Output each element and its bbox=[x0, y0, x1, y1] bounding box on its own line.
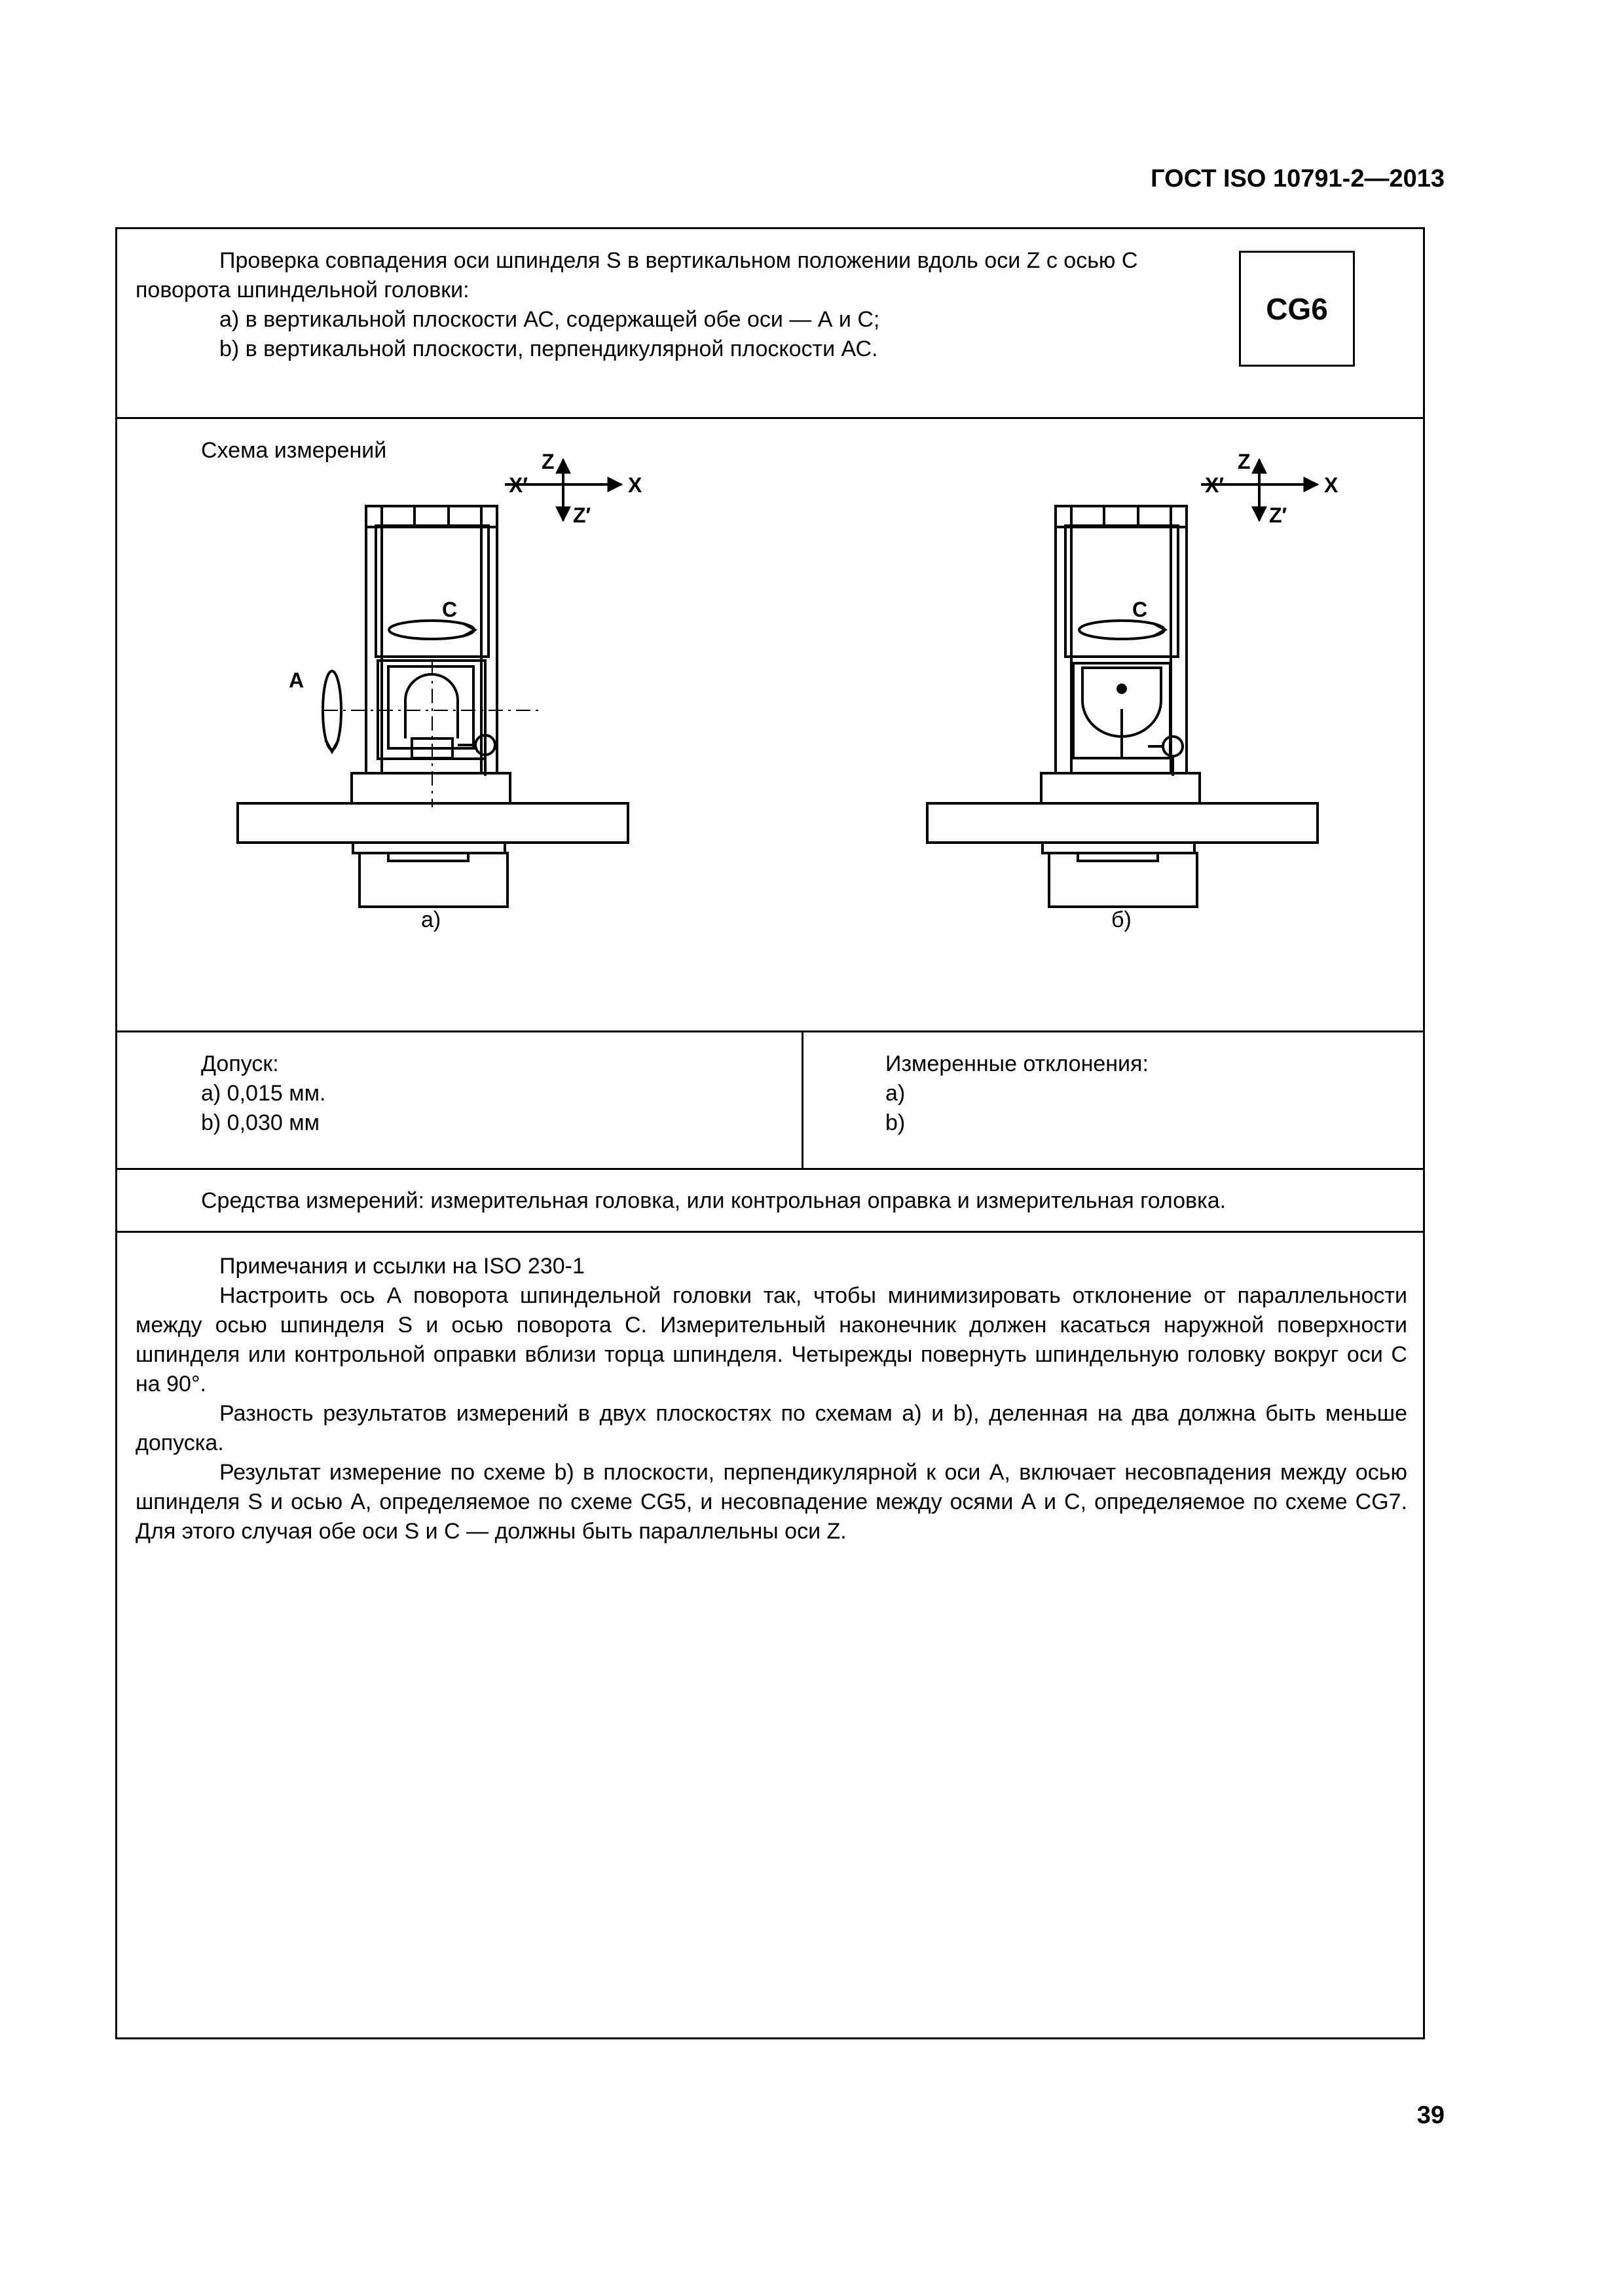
notes-title: Примечания и ссылки на ISO 230-1 bbox=[219, 1254, 585, 1279]
axis-x-neg-label-b: X′ bbox=[1205, 473, 1225, 497]
scheme-b bbox=[927, 450, 1338, 932]
tolerance-a: a) 0,015 мм. bbox=[201, 1081, 326, 1106]
notes-block bbox=[117, 1252, 1423, 1546]
caption-a: a) bbox=[421, 907, 441, 932]
notes-paragraph-2: Разность результатов измерений в двух плоскостях по схемам a) и b), деленная на два должна быть меньше допуска. bbox=[136, 1401, 1407, 1455]
divider-2 bbox=[117, 1030, 1423, 1032]
caption-b: б) bbox=[1111, 907, 1132, 932]
column-b bbox=[927, 506, 1318, 907]
axis-z-neg-label-b: Z′ bbox=[1269, 503, 1287, 527]
tolerance-title: Допуск: bbox=[201, 1051, 279, 1076]
rotation-a-a bbox=[323, 671, 341, 752]
axis-x-label-b: X bbox=[1324, 473, 1338, 497]
scheme-title: Схема измерений bbox=[201, 438, 387, 463]
measurement-scheme-diagram bbox=[117, 419, 1423, 1028]
column-a bbox=[238, 506, 628, 907]
axis-symbol-b bbox=[1201, 450, 1338, 527]
label-a-a: A bbox=[289, 668, 304, 692]
rotation-c-b bbox=[1079, 621, 1165, 639]
document-header: ГОСТ ISO 10791-2—2013 bbox=[1151, 165, 1445, 192]
check-line-2: поворота шпиндельной головки: bbox=[136, 278, 470, 302]
deviations-a: a) bbox=[885, 1081, 906, 1106]
notes-paragraph-3: Результат измерение по схеме b) в плоскости, перпендикулярной к оси А, включает несовпадения между осью шпинделя S и осью А, определяемое по схеме CG5, и несовпадение между осями А и С, определяемое по схеме CG7. Для этого случая обе оси S и С — должны быть параллельны оси Z. bbox=[136, 1460, 1407, 1544]
label-c-b: C bbox=[1132, 598, 1148, 621]
deviations-block bbox=[802, 1049, 1424, 1138]
centerlines-a bbox=[323, 661, 540, 807]
check-line-1: Проверка совпадения оси шпинделя S в вертикальном положении вдоль оси Z с осью С bbox=[219, 248, 1138, 273]
axis-symbol-a bbox=[505, 450, 642, 527]
deviations-title: Измеренные отклонения: bbox=[885, 1051, 1149, 1076]
check-description bbox=[117, 246, 1423, 364]
axis-z-label-b: Z bbox=[1238, 450, 1251, 473]
tolerance-b: b) 0,030 мм bbox=[201, 1110, 320, 1135]
label-c-a: C bbox=[442, 598, 458, 621]
notes-paragraph-1: Настроить ось А поворота шпиндельной головки так, чтобы минимизировать отклонение от параллельности между осью шпинделя S и осью поворота С. Измерительный наконечник должен касаться наружной поверхности шпинделя или контрольной оправки вблизи торца шпинделя. Четырежды повернуть шпиндельную головку вокруг оси С на 90°. bbox=[136, 1283, 1407, 1396]
check-item-a: a) в вертикальной плоскости АС, содержащей обе оси — А и С; bbox=[219, 307, 880, 332]
check-item-b: b) в вертикальной плоскости, перпендикулярной плоскости АС. bbox=[219, 337, 878, 361]
axis-z-label-a: Z bbox=[542, 450, 555, 473]
axis-x-label-a: X bbox=[628, 473, 642, 497]
instruments-text: Средства измерений: измерительная головка, или контрольная оправка и измерительная головка. bbox=[201, 1188, 1227, 1213]
tolerance-block bbox=[117, 1049, 802, 1138]
divider-3 bbox=[117, 1168, 1423, 1170]
deviations-b: b) bbox=[885, 1110, 906, 1135]
divider-4 bbox=[117, 1231, 1423, 1233]
test-sheet-frame bbox=[115, 227, 1425, 2039]
check-code-box: CG6 bbox=[1239, 251, 1355, 367]
scheme-a bbox=[238, 450, 642, 932]
axis-x-neg-label-a: X′ bbox=[509, 473, 528, 497]
rotation-c-a bbox=[389, 621, 475, 639]
axis-z-neg-label-a: Z′ bbox=[573, 503, 591, 527]
page-number: 39 bbox=[1416, 2102, 1445, 2129]
